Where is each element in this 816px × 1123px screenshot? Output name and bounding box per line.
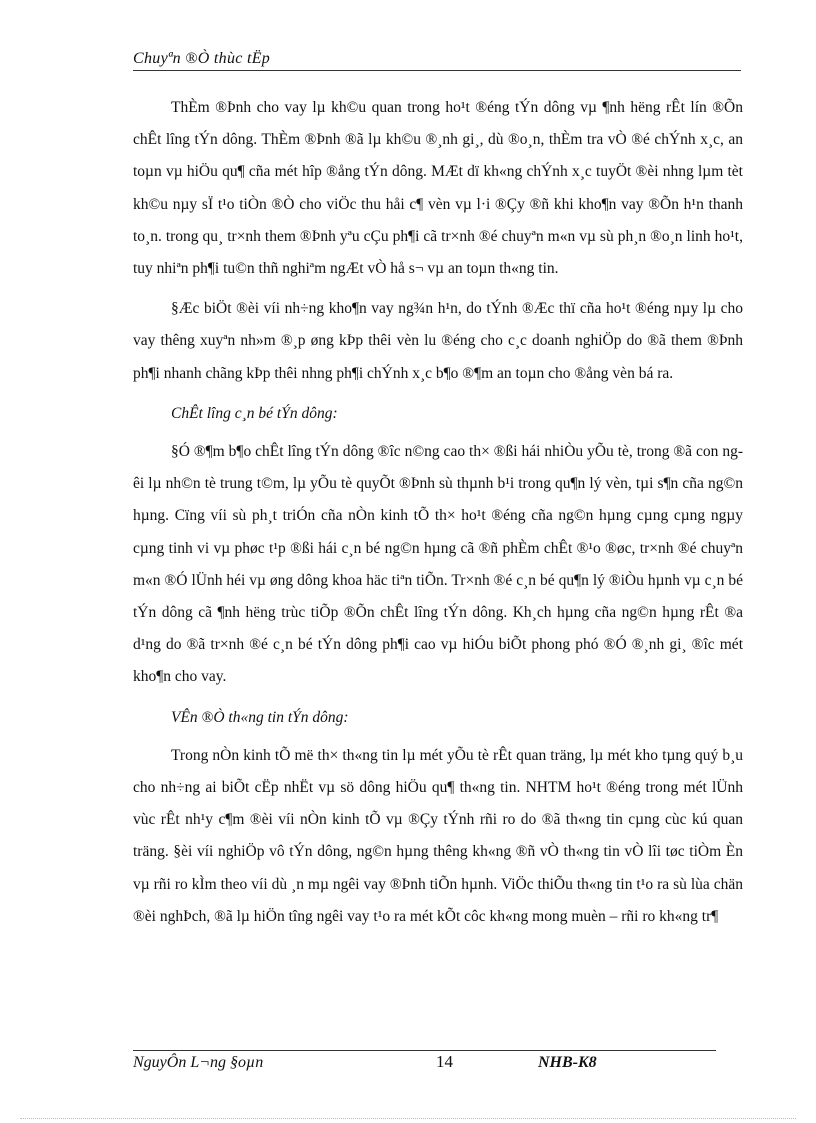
section-heading: ChÊt lîng c¸n bé tÝn dông: — [171, 404, 338, 422]
footer-code: NHB-K8 — [538, 1054, 597, 1071]
footer-divider — [133, 1050, 716, 1051]
page-number: 14 — [436, 1052, 453, 1071]
page-bottom-edge — [20, 1118, 796, 1119]
section-heading: VÊn ®Ò th«ng tin tÝn dông: — [171, 708, 349, 726]
paragraph: §Æc biÖt ®èi víi nh÷ng kho¶n vay ng¾n h¹n, do tÝnh ®Æc thï cña ho¹t ®éng nµy lµ cho vay thêng xuyªn nh»m ®¸p øng kÞp thêi vèn lu ®éng cho c¸c doanh nghiÖp do ®ã them ®Þnh ph¶i nhanh chãng kÞp thêi nhng ph¶i chÝnh x¸c b¶o ®¶m an toµn cho ®ång vèn bá ra. — [133, 300, 743, 382]
paragraph: §Ó ®¶m b¶o chÊt lîng tÝn dông ®îc n©ng cao th× ®ßi hái nhiÒu yÕu tè, trong ®ã con ngêi lµ nh©n tè trung t©m, lµ yÕu tè quyÕt ®Þnh sù thµnh b¹i trong qu¶n lý vèn, tµi s¶n cña ng©n hµng. Cïng víi sù ph¸t triÓn cña nÒn kinh tÕ th× ho¹t ®éng cña ng©n hµng cµng cµng ngµy cµng tinh vi vµ phøc t¹p ®ßi hái c¸n bé ng©n hµng cã ®ñ phÈm chÊt ®¹o ®øc, tr×nh ®é chuyªn m«n ®Ó lÜnh héi vµ øng dông khoa häc tiªn tiÕn. Tr×nh ®é c¸n bé qu¶n lý ®iÒu hµnh vµ c¸n bé tÝn dông cã ¶nh hëng trùc tiÕp ®Õn chÊt lîng tÝn dông. Kh¸ch hµng cña ng©n hµng rÊt ®a d¹ng do ®ã tr×nh ®é c¸n bé tÝn dông ph¶i cao vµ hiÓu biÕt phong phó ®Ó ®¸nh gi¸ ®îc mét kho¶n cho vay. — [133, 443, 743, 686]
document-body — [133, 92, 743, 941]
page-header-title: Chuyªn ®Ò thùc tËp — [133, 50, 271, 67]
paragraph: Trong nÒn kinh tÕ më th× th«ng tin lµ mét yÕu tè rÊt quan träng, lµ mét kho tµng quý b¸u cho nh÷ng ai biÕt cËp nhËt vµ sö dông hiÖu qu¶ th«ng tin. NHTM ho¹t ®éng trong mét lÜnh vùc rÊt nh¹y c¶m ®èi víi nÒn kinh tÕ vµ ®Çy tÝnh rñi ro do ®ã th«ng tin cµng cùc kú quan träng. §èi víi nghiÖp vô tÝn dông, ng©n hµng thêng kh«ng ®ñ vÒ th«ng tin vÒ lîi tøc tiÒm Èn vµ rñi ro kÌm theo víi dù ¸n mµ ngêi vay ®Þnh tiÕn hµnh. ViÖc thiÕu th«ng tin t¹o ra sù lùa chän ®èi nghÞch, ®ã lµ hiÖn tîng ngêi vay t¹o ra mét kÕt côc kh«ng mong muèn – rñi ro kh«ng tr¶ — [133, 746, 743, 925]
footer-author: NguyÔn L¬ng §oµn — [133, 1054, 264, 1071]
paragraph: ThÈm ®Þnh cho vay lµ kh©u quan trong ho¹t ®éng tÝn dông vµ ¶nh hëng rÊt lín ®Õn chÊt lîng tÝn dông. ThÈm ®Þnh ®ã lµ kh©u ®¸nh gi¸, dù ®o¸n, thÈm tra vÒ ®é chÝnh x¸c, an toµn vµ hiÖu qu¶ cña mét hîp ®ång tÝn dông. MÆt dï kh«ng chÝnh x¸c tuyÖt ®èi nhng lµm tèt kh©u nµy sÏ t¹o tiÒn ®Ò cho viÖc thu håi c¶ vèn vµ l·i ®Çy ®ñ khi kho¶n vay ®Õn h¹n thanh to¸n. trong qu¸ tr×nh them ®Þnh yªu cÇu ph¶i cã tr×nh ®é chuyªn m«n vµ sù ph¸n ®o¸n linh ho¹t, tuy nhiªn ph¶i tu©n thñ nghiªm ngÆt vÒ hå s¬ vµ an toµn th«ng tin. — [133, 99, 743, 278]
header-divider — [133, 70, 741, 71]
